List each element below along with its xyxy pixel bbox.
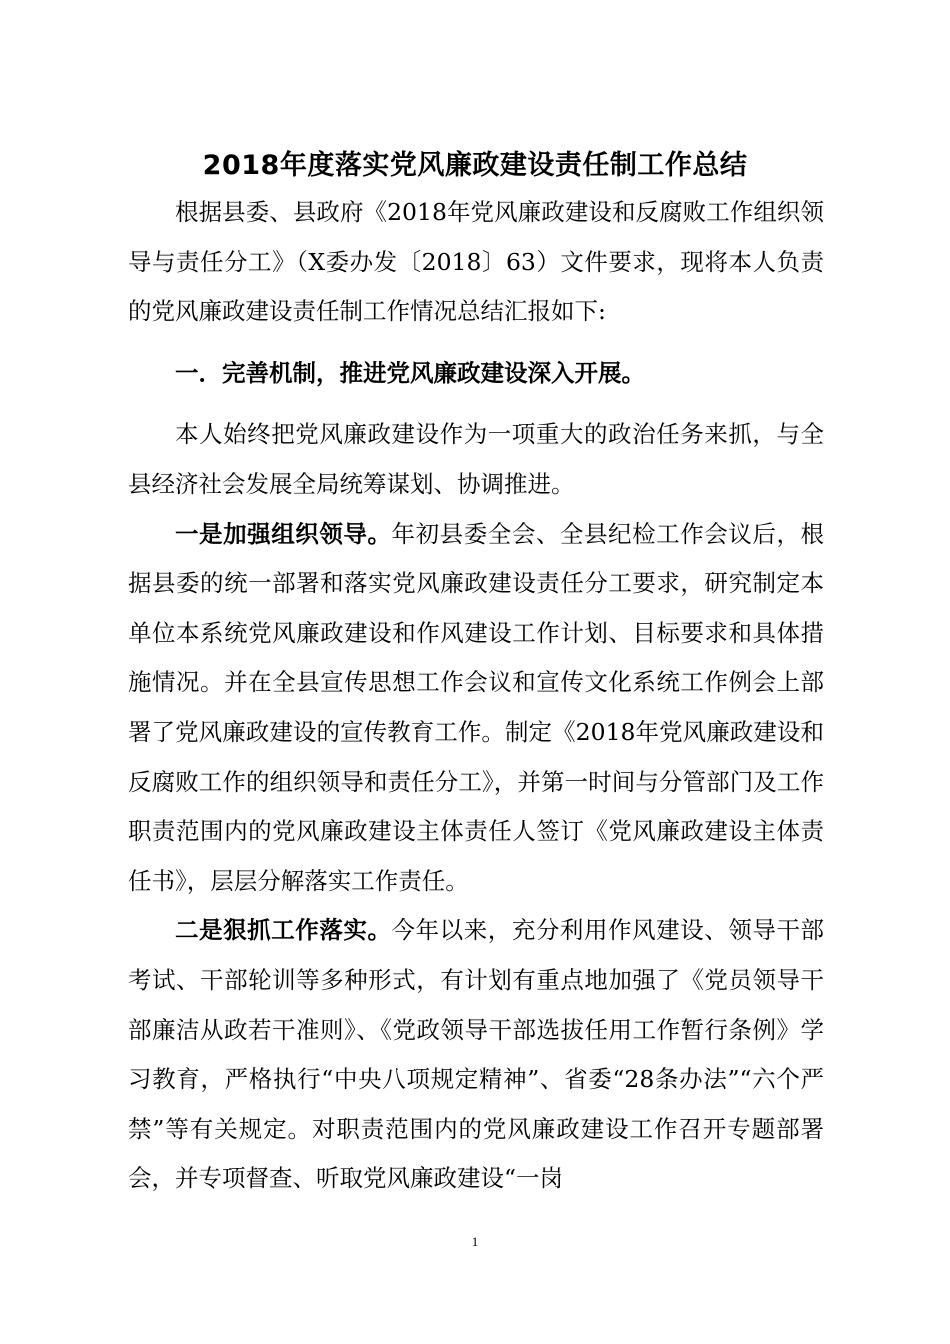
item-text-1: 年初县委全会、全县纪检工作会议后，根据县委的统一部署和落实党风廉政建设责任分工要求，研究制定本单位本系统党风廉政建设和作风建设工作计划、目标要求和具体措施情况。并在全县宣传思想工作会议和宣传文化系统工作例会上部署了党风廉政建设的宣传教育工作。制定《2018年党风廉政建设和反腐败工作的组织领导和责任分工》，并第一时间与分管部门及工作职责范围内的党风廉政建设主体责任人签订《党风廉政建设主体责任书》，层层分解落实工作责任。 — [128, 519, 825, 895]
document-title: 2018年度落实党风廉政建设责任制工作总结 — [202, 150, 748, 181]
item-paragraph-2 — [128, 906, 824, 1204]
item-paragraph-1 — [128, 510, 824, 907]
item-text-2: 今年以来，充分利用作风建设、领导干部考试、干部轮训等多种形式，有计划有重点地加强了《党员领导干部廉洁从政若干准则》、《党政领导干部选拔任用工作暂行条例》学习教育，严格执行“中央八项规定精神”、省委“28条办法”“六个严禁”等有关规定。对职责范围内的党风廉政建设工作召开专题部署会，并专项督查、听取党风廉政建设“一岗 — [128, 916, 825, 1193]
section-heading: 一．完善机制，推进党风廉政建设深入开展。 — [175, 358, 645, 387]
page-number: 1 — [471, 1234, 479, 1249]
item-lead-2: 二是狠抓工作落实。 — [175, 916, 392, 945]
item-lead-1: 一是加强组织领导。 — [175, 519, 392, 548]
intro-paragraph: 根据县委、县政府《2018年党风廉政建设和反腐败工作组织领导与责任分工》（X委办发〔2018〕63）文件要求，现将本人负责的党风廉政建设责任制工作情况总结汇报如下: — [128, 198, 824, 326]
section-paragraph: 本人始终把党风廉政建设作为一项重大的政治任务来抓，与全县经济社会发展全局统筹谋划、协调推进。 — [128, 420, 824, 498]
document-body — [128, 188, 824, 1204]
